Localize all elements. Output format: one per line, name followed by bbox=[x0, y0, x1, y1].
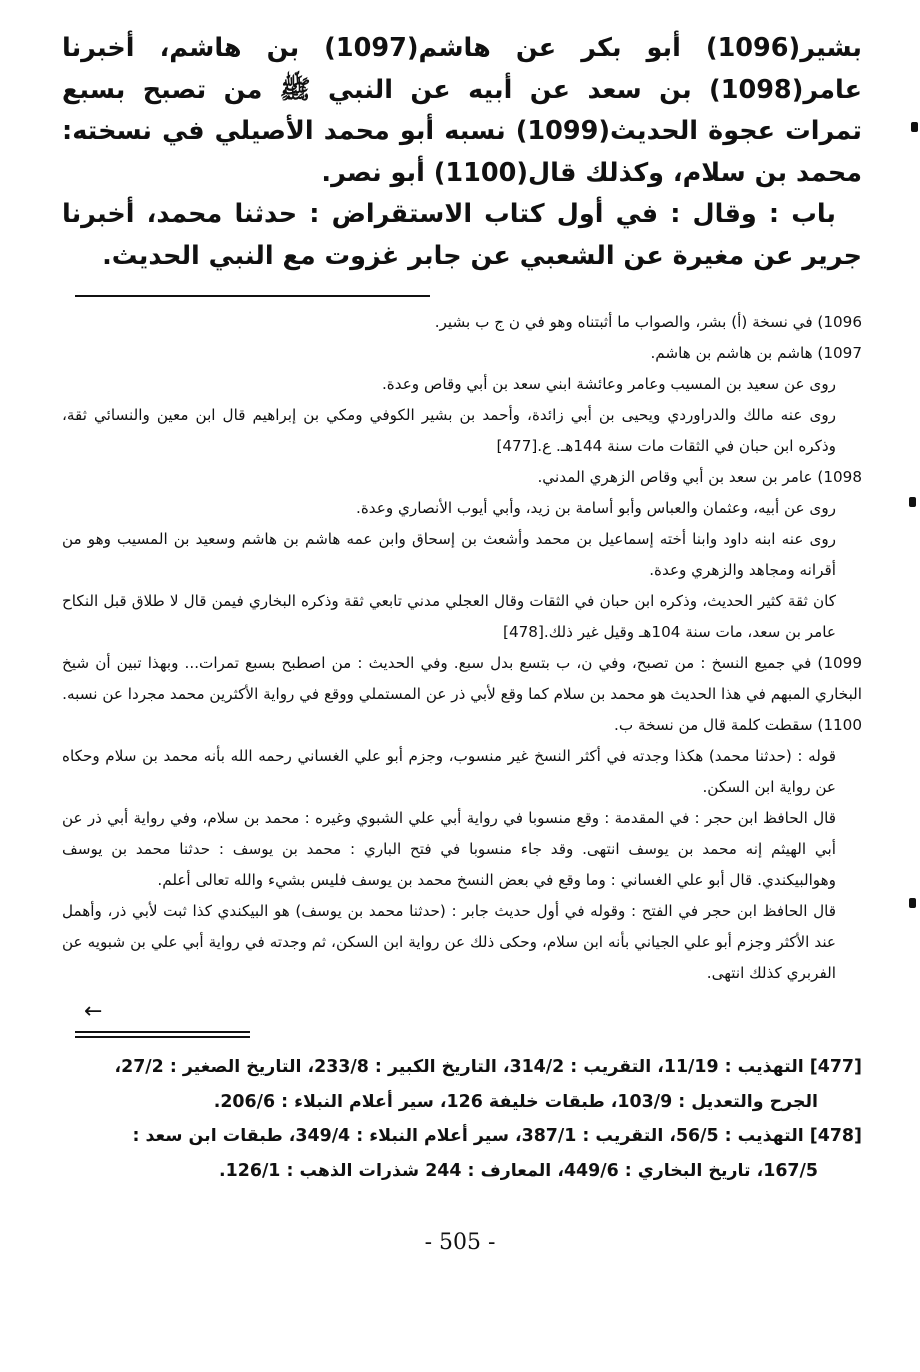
page bbox=[62, 28, 862, 1188]
footnote-1097: 1097) هاشم بن هاشم بن هاشم. bbox=[650, 344, 862, 362]
references-separator bbox=[75, 1031, 250, 1038]
reference-478-continued: 167/5، تاريخ البخاري : 449/6، المعارف : 244 شذرات الذهب : 126/1. bbox=[219, 1160, 818, 1181]
scan-mark bbox=[909, 497, 916, 507]
footnote-1098-line-2: روى عنه ابنه داود وابنا أخته إسماعيل بن محمد وأشعث بن إسحاق وابن عمه هاشم بن هاشم وسعيد بن المسيب وهو من أقرانه ومجاهد والزهري وعدة. bbox=[62, 530, 836, 579]
main-paragraph-2: باب : وقال : في أول كتاب الاستقراض : حدثنا محمد، أخبرنا جرير عن مغيرة عن الشعبي عن جابر غزوت مع النبي الحديث. bbox=[62, 199, 862, 271]
footnote-1096: 1096) في نسخة (أ) بشر، والصواب ما أثبتناه وهو في ن ج ب بشير. bbox=[434, 313, 862, 331]
page-number: - 505 - bbox=[424, 1230, 496, 1255]
footnote-1099: 1099) في جميع النسخ : من تصبح، وفي ن، ب بتسع بدل سبع. وفي الحديث : من اصطبح بسبع تمرات... وبهذا تبين أن شيخ البخاري المبهم في هذا الحديث هو محمد بن سلام كما وقع لأبي ذر عن المستملي ووقع في رواية الأكثرين محمد مجردا عن نسبه. bbox=[62, 654, 862, 703]
footnote-1098: 1098) عامر بن سعد بن أبي وقاص الزهري المدني. bbox=[537, 468, 862, 486]
footnote-1100: 1100) سقطت كلمة قال من نسخة ب. bbox=[614, 716, 862, 734]
footnotes bbox=[62, 307, 862, 989]
footnote-1100-line-1: قوله : (حدثنا محمد) هكذا وجدته في أكثر النسخ غير منسوب، وجزم أبو علي الغساني رحمه الله بأنه محمد بن سلام وحكاه عن رواية ابن السكن. bbox=[62, 747, 836, 796]
reference-477-continued: الجرح والتعديل : 103/9، طبقات خليفة 126، سير أعلام النبلاء : 206/6. bbox=[213, 1091, 818, 1112]
footnote-1098-line-1: روى عن أبيه، وعثمان والعباس وأبو أسامة بن زيد، وأبي أيوب الأنصاري وعدة. bbox=[356, 499, 836, 517]
continuation-arrow-icon: ← bbox=[84, 999, 103, 1024]
footnote-1100-line-3: قال الحافظ ابن حجر في الفتح : وقوله في أول حديث جابر : (حدثنا محمد بن يوسف) هو البيكندي كذا ثبت لأبي ذر، وأهمل عند الأكثر وجزم أبو علي الجياني بأنه ابن سلام، وحكى ذلك عن رواية ابن السكن، ثم وجدته في رواية أبي علي بن شبويه عن الفربري كذلك انتهى. bbox=[62, 902, 836, 982]
footnote-1098-line-3: كان ثقة كثير الحديث، وذكره ابن حبان في الثقات وقال العجلي مدني تابعي ثقة وذكره البخاري فيمن قال لا طلاق قبل النكاح عامر بن سعد، مات سنة 104هـ وقيل غير ذلك.[478] bbox=[62, 592, 836, 641]
scan-mark bbox=[909, 898, 916, 908]
main-text bbox=[62, 28, 862, 277]
footnote-1097-line-2: روى عنه مالك والدراوردي ويحيى بن أبي زائدة، وأحمد بن بشير الكوفي ومكي بن إبراهيم قال ابن معين والنسائي ثقة، وذكره ابن حبان في الثقات مات سنة 144هـ. ع.[477] bbox=[62, 406, 836, 455]
main-paragraph-1: بشير(1096) أبو بكر عن هاشم(1097) بن هاشم، أخبرنا عامر(1098) بن سعد عن أبيه عن النبي ﷺ من تصبح بسبع تمرات عجوة الحديث(1099) نسبه أبو محمد الأصيلي في نسخته: محمد بن سلام، وكذلك قال(1100) أبو نصر. bbox=[62, 33, 862, 188]
references bbox=[62, 1050, 862, 1188]
scan-mark bbox=[911, 122, 918, 132]
reference-477: [477] التهذيب : 11/19، التقريب : 314/2، التاريخ الكبير : 233/8، التاريخ الصغير : 27/2، bbox=[114, 1057, 862, 1077]
footnote-1100-line-2: قال الحافظ ابن حجر : في المقدمة : وقع منسوبا في رواية أبي علي الشبوي وغيره : محمد بن سلام، وفي رواية أبي ذر عن أبي الهيثم إنه محمد بن يوسف انتهى. وقد جاء منسوبا في فتح الباري : محمد بن يوسف : حدثنا محمد بن يوسف وهوالبيكندي. قال أبو علي الغساني : وما وقع في بعض النسخ محمد بن يوسف فليس بشيء والله تعالى أعلم. bbox=[62, 809, 836, 889]
footnote-separator bbox=[75, 295, 430, 297]
footnote-1097-line-1: روى عن سعيد بن المسيب وعامر وعائشة ابني سعد بن أبي وقاص وعدة. bbox=[381, 375, 836, 393]
reference-478: [478] التهذيب : 56/5، التقريب : 387/1، سير أعلام النبلاء : 349/4، طبقات ابن سعد : bbox=[132, 1126, 862, 1146]
